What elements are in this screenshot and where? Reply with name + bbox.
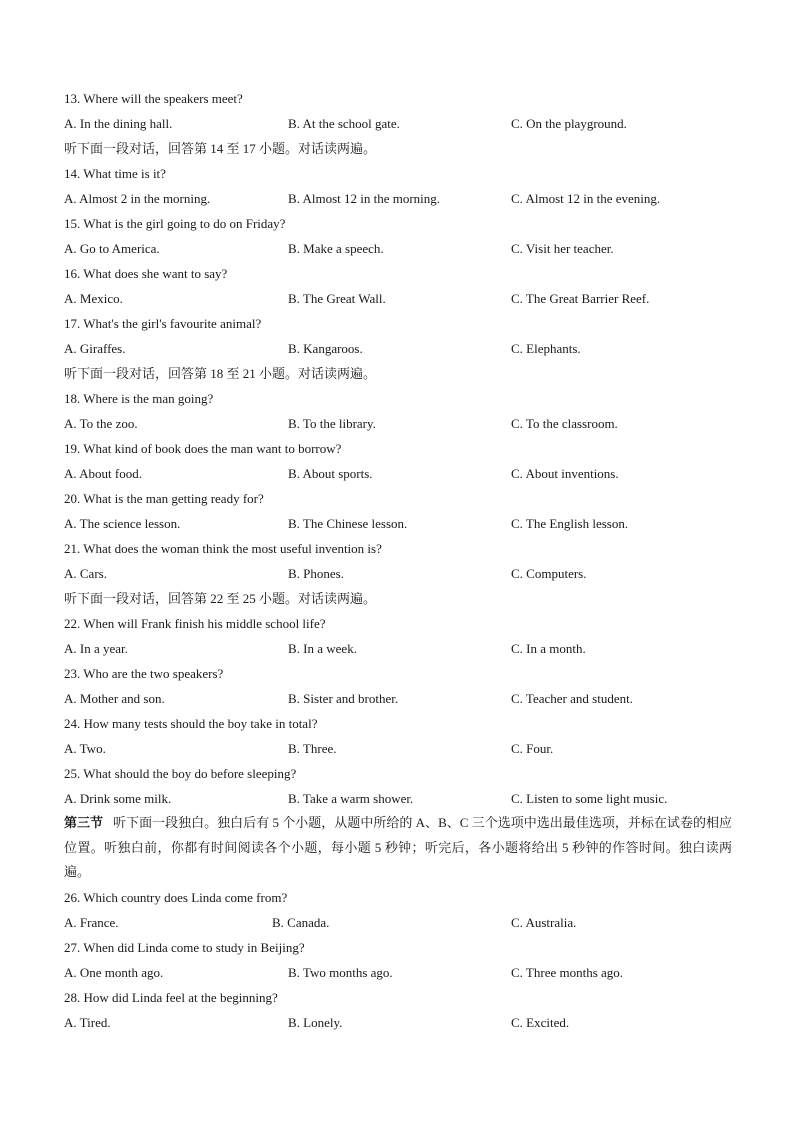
option-c: C. Computers. — [511, 566, 587, 581]
option-a: A. Mexico. — [64, 291, 123, 306]
question-text: 22. When will Frank finish his middle school life? — [64, 616, 326, 631]
option-c: C. Elephants. — [511, 341, 581, 356]
option-a: A. Mother and son. — [64, 691, 165, 706]
option-c: C. Teacher and student. — [511, 691, 633, 706]
question-text: 19. What kind of book does the man want to borrow? — [64, 441, 342, 456]
question-text: 18. Where is the man going? — [64, 391, 214, 406]
question-text: 25. What should the boy do before sleeping? — [64, 766, 297, 781]
option-a: A. The science lesson. — [64, 516, 181, 531]
question-text: 15. What is the girl going to do on Friday? — [64, 216, 286, 231]
answer-options — [64, 910, 732, 935]
answer-options — [64, 561, 732, 586]
question-text: 14. What time is it? — [64, 166, 166, 181]
answer-options — [64, 636, 732, 661]
answer-options — [64, 786, 732, 811]
question-text: 13. Where will the speakers meet? — [64, 91, 243, 106]
section-label: 第三节 — [64, 815, 104, 830]
option-c: C. Visit her teacher. — [511, 241, 614, 256]
question-text: 16. What does she want to say? — [64, 266, 228, 281]
answer-options — [64, 960, 732, 985]
question-text: 24. How many tests should the boy take in total? — [64, 716, 318, 731]
question-text: 21. What does the woman think the most useful invention is? — [64, 541, 382, 556]
option-b: B. The Great Wall. — [288, 291, 386, 306]
option-c: C. The Great Barrier Reef. — [511, 291, 650, 306]
option-b: B. About sports. — [288, 466, 373, 481]
question-text: 20. What is the man getting ready for? — [64, 491, 264, 506]
answer-options — [64, 186, 732, 211]
option-c: C. About inventions. — [511, 466, 619, 481]
option-a: A. Two. — [64, 741, 106, 756]
answer-options — [64, 336, 732, 361]
option-a: A. One month ago. — [64, 964, 164, 980]
option-a: A. Go to America. — [64, 241, 160, 256]
question-text: 28. How did Linda feel at the beginning? — [64, 989, 278, 1005]
answer-options — [64, 236, 732, 261]
question-text: 26. Which country does Linda come from? — [64, 889, 288, 905]
option-c: C. The English lesson. — [511, 516, 629, 531]
option-b: B. Almost 12 in the morning. — [288, 191, 441, 206]
question-text: 27. When did Linda come to study in Beijing? — [64, 939, 305, 955]
option-a: A. Giraffes. — [64, 341, 126, 356]
option-c: C. Australia. — [511, 914, 577, 930]
option-c: C. Listen to some light music. — [511, 791, 668, 806]
option-b: B. In a week. — [288, 641, 357, 656]
option-a: A. In a year. — [64, 641, 128, 656]
listening-instruction: 听下面一段对话，回答第 18 至 21 小题。对话读两遍。 — [64, 366, 377, 381]
option-b: B. Two months ago. — [288, 964, 393, 980]
option-b: B. To the library. — [288, 416, 376, 431]
option-a: A. Drink some milk. — [64, 791, 172, 806]
option-c: C. Four. — [511, 741, 554, 756]
option-b: B. Kangaroos. — [288, 341, 363, 356]
option-b: B. Phones. — [288, 566, 344, 581]
option-b: B. Three. — [288, 741, 337, 756]
listening-instruction: 听下面一段对话，回答第 14 至 17 小题。对话读两遍。 — [64, 141, 377, 156]
option-c: C. To the classroom. — [511, 416, 618, 431]
answer-options — [64, 111, 732, 136]
option-b: B. Canada. — [272, 914, 330, 930]
answer-options — [64, 686, 732, 711]
option-c: C. On the playground. — [511, 116, 627, 131]
option-a: A. Cars. — [64, 566, 107, 581]
option-c: C. Three months ago. — [511, 964, 624, 980]
section-text: 听下面一段独白。独白后有 5 个小题，从题中所给的 A、B、C 三个选项中选出最佳选项，并标在试卷的相应位置。听独白前，你都有时间阅读各个小题，每小题 5 秒钟；听完后，各小题将给出 5 秒钟的作答时间。独白读两遍。 — [64, 815, 732, 879]
answer-options — [64, 286, 732, 311]
option-b: B. Make a speech. — [288, 241, 384, 256]
answer-options — [64, 411, 732, 436]
option-b: B. At the school gate. — [288, 116, 400, 131]
question-text: 17. What's the girl's favourite animal? — [64, 316, 262, 331]
answer-options — [64, 736, 732, 761]
option-a: A. To the zoo. — [64, 416, 138, 431]
option-a: A. Tired. — [64, 1014, 111, 1030]
section-instructions — [64, 811, 732, 885]
answer-options — [64, 1010, 732, 1035]
listening-instruction: 听下面一段对话，回答第 22 至 25 小题。对话读两遍。 — [64, 591, 377, 606]
option-a: A. Almost 2 in the morning. — [64, 191, 211, 206]
option-a: A. In the dining hall. — [64, 116, 173, 131]
option-c: C. Almost 12 in the evening. — [511, 191, 661, 206]
option-a: A. About food. — [64, 466, 142, 481]
answer-options — [64, 511, 732, 536]
option-c: C. In a month. — [511, 641, 586, 656]
answer-options — [64, 461, 732, 486]
exam-page — [64, 86, 732, 1035]
question-text: 23. Who are the two speakers? — [64, 666, 224, 681]
option-a: A. France. — [64, 914, 119, 930]
option-b: B. The Chinese lesson. — [288, 516, 408, 531]
option-b: B. Take a warm shower. — [288, 791, 414, 806]
option-b: B. Sister and brother. — [288, 691, 399, 706]
option-b: B. Lonely. — [288, 1014, 343, 1030]
option-c: C. Excited. — [511, 1014, 570, 1030]
